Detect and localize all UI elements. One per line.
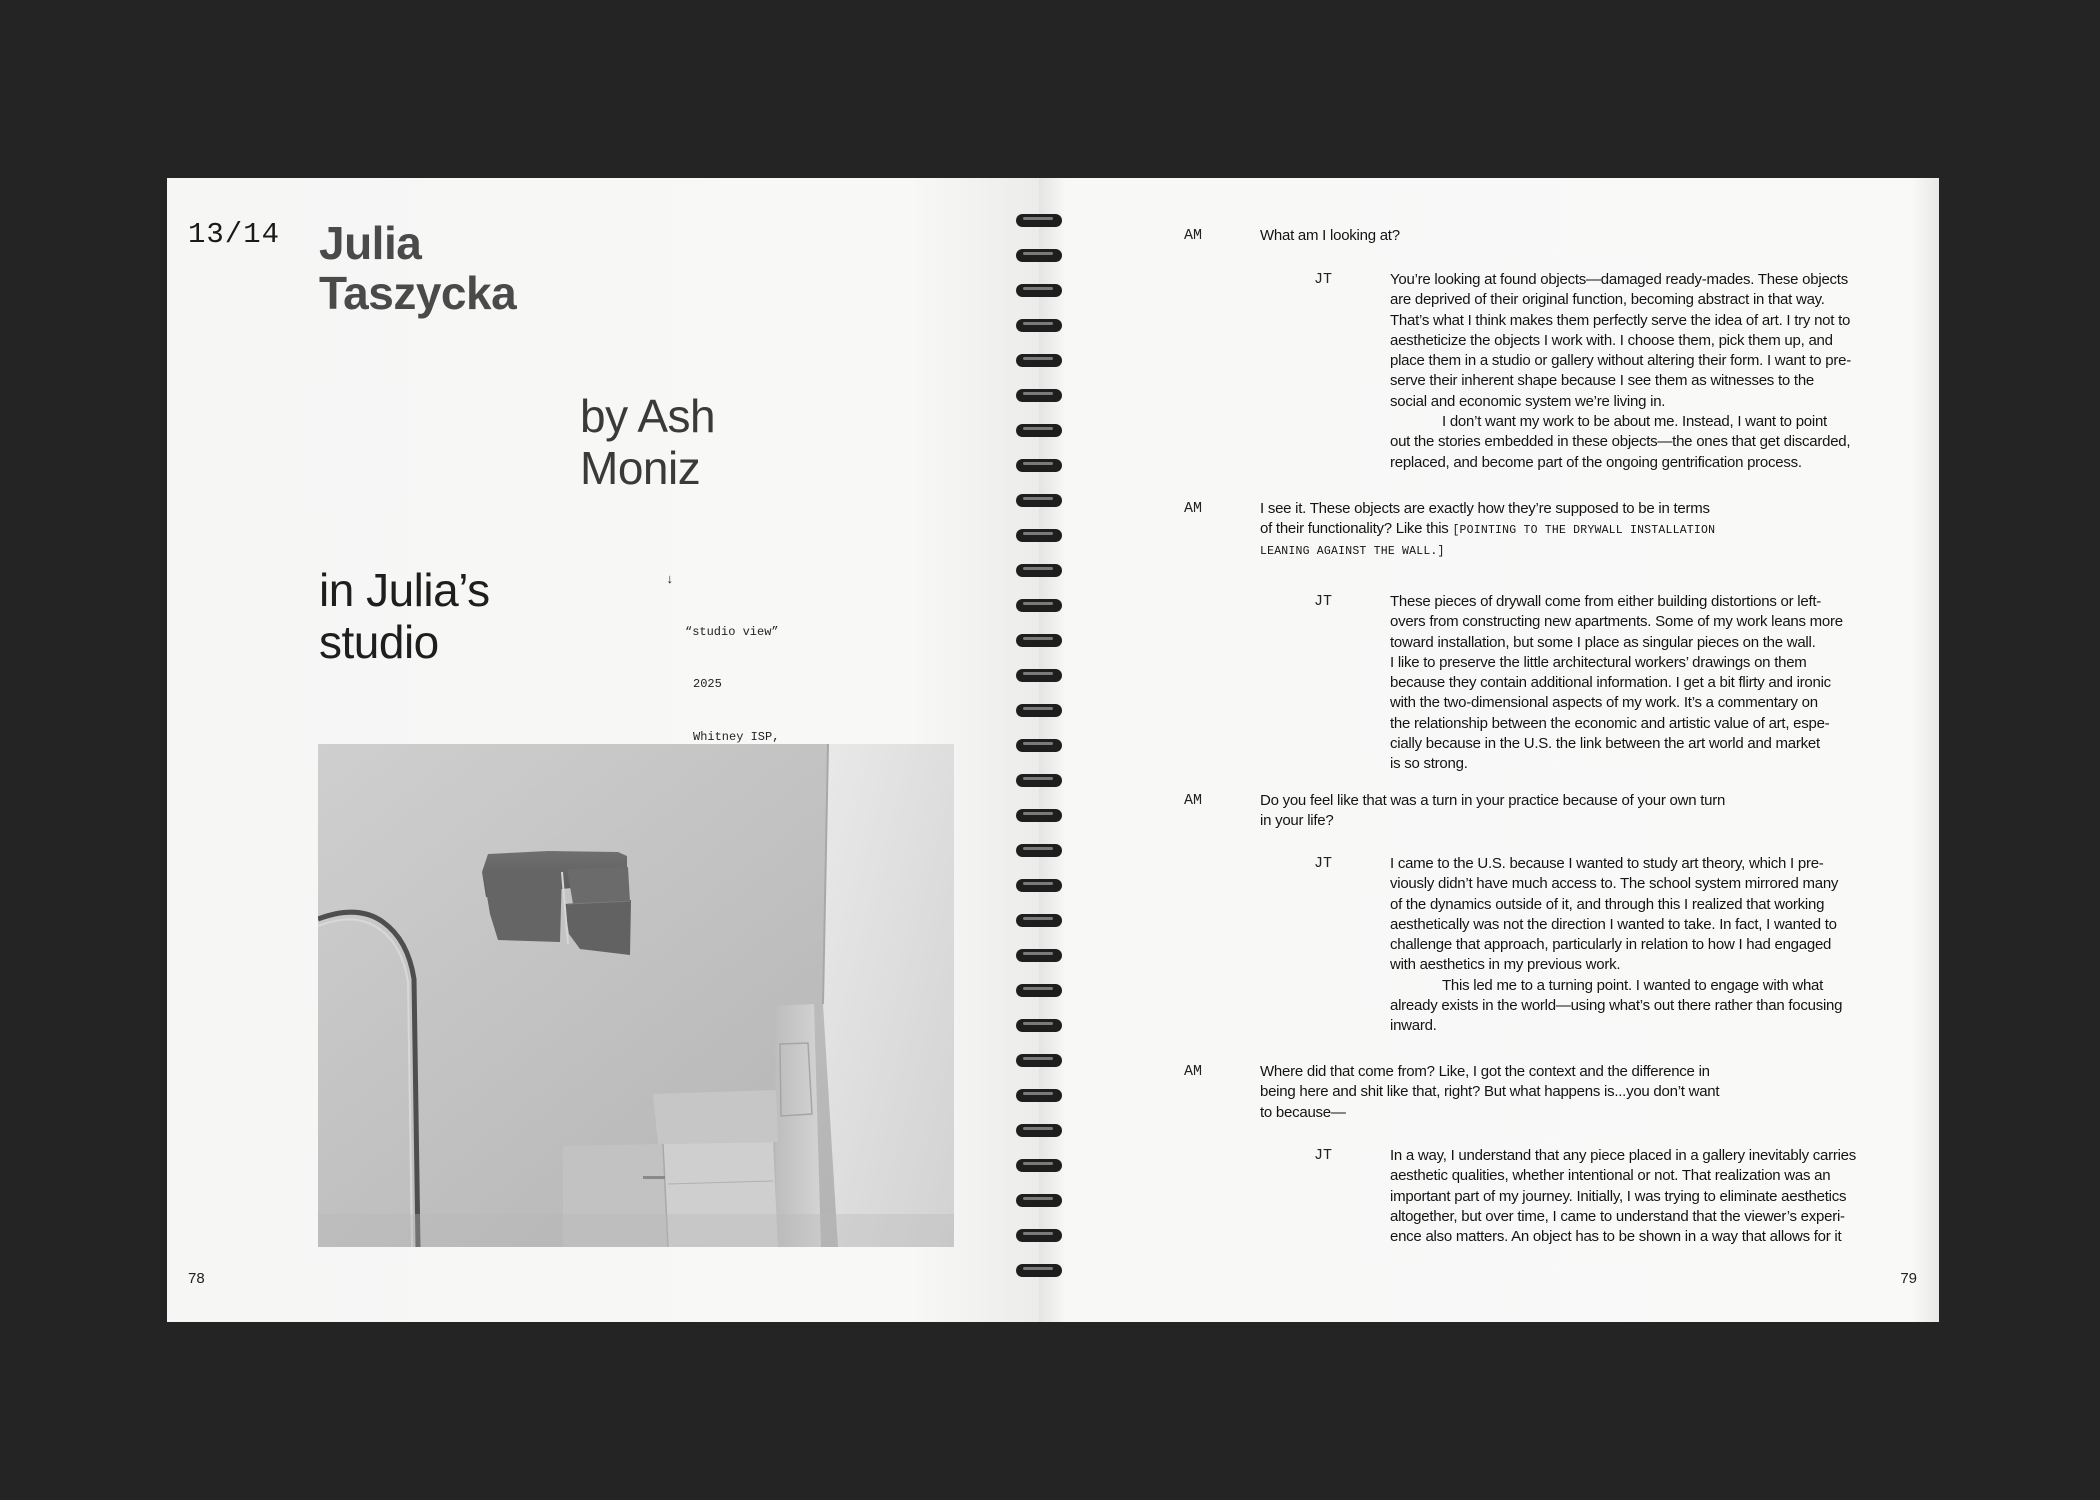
coil-loop (1016, 844, 1062, 857)
interview (1039, 178, 1939, 1322)
answer-text: I came to the U.S. because I wanted to study art theory, which I pre- viously didn’t have much access to. The school system mirrored many of the dynamics outside of it, and through this I realized that working aesthetically was not the direction I wanted to take. In fact, I wanted to challenge that approach, particularly in relation to how I had engaged with aesthetics in my previous work. This led me to a turning point. I wanted to engage with what already exists in the world—using what’s out there rather than focusing inward. (1390, 855, 1843, 1035)
answer-text: These pieces of drywall come from either building distortions or left- overs from constructing new apartments. Some of my work leans more toward installation, but some I place as singular pieces on the wall. I like to preserve the little architectural workers’ drawings on them because they contain additional information. I get a bit flirty and ironic with the two-dimensional aspects of my work. It’s a commentary on the relationship between the economic and artistic value of art, espe- cially because in the U.S. the link between the art world and market is so strong. (1390, 593, 1843, 773)
coil-loop (1016, 634, 1062, 647)
byline-line-2: Moniz (580, 442, 701, 494)
coil-loop (1016, 564, 1062, 577)
location-heading (319, 564, 490, 668)
speaker-label: JT (1314, 855, 1333, 872)
coil-loop (1016, 214, 1062, 227)
magazine-spread (167, 178, 1939, 1322)
coil-loop (1016, 739, 1062, 752)
coil-loop (1016, 1194, 1062, 1207)
studio-photo (318, 744, 954, 1247)
speaker-label: AM (1184, 1063, 1203, 1080)
artist-last-name: Taszycka (319, 267, 517, 319)
page-number-left: 78 (188, 1270, 205, 1287)
question-text: I see it. These objects are exactly how they’re supposed to be in terms of their functionality? Like this [POINTING TO THE DRYWALL INSTALLATION LEANING AGAINST THE WALL.] (1260, 499, 1820, 562)
coil-loop (1016, 774, 1062, 787)
artist-name (319, 218, 516, 318)
question-text: Where did that come from? Like, I got the context and the difference in being here and shit like that, right? But what happens is...you don’t want to because— (1260, 1063, 1720, 1121)
coil-loop (1016, 249, 1062, 262)
coil-loop (1016, 389, 1062, 402)
coil-loop (1016, 914, 1062, 927)
caption-venue: Whitney ISP, (693, 729, 780, 744)
coil-loop (1016, 284, 1062, 297)
issue-number: 13/14 (188, 218, 281, 251)
coil-loop (1016, 984, 1062, 997)
coil-loop (1016, 354, 1062, 367)
caption-title: “studio view” (685, 624, 779, 639)
byline-line-1: by Ash (580, 390, 716, 442)
location-line-2: studio (319, 616, 439, 668)
caption-year: 2025 (693, 677, 722, 691)
coil-loop (1016, 599, 1062, 612)
coil-loop (1016, 1054, 1062, 1067)
coil-loop (1016, 949, 1062, 962)
page-number-right: 79 (1900, 1270, 1917, 1287)
artist-first-name: Julia (319, 217, 422, 269)
speaker-label: JT (1314, 271, 1333, 288)
stage-direction: LEANING AGAINST THE WALL.] (1260, 544, 1445, 558)
question-text: What am I looking at? (1260, 227, 1400, 244)
byline (580, 390, 715, 494)
left-page (167, 178, 1039, 1322)
coil-loop (1016, 704, 1062, 717)
answer-text: You’re looking at found objects—damaged ready-mades. These objects are deprived of their original function, becoming abstract in that way. That’s what I think makes them perfectly serve the idea of art. I try not to aestheticize the objects I work with. I choose them, pick them up, and place them in a studio or gallery without altering their form. I want to pre- serve their inherent shape because I see them as witnesses to the social and economic system we’re living in. I don’t want my work to be about me. Instead, I want to point out the stories embedded in these objects—the ones that get discarded, replaced, and become part of the ongoing gentrification process. (1390, 271, 1851, 471)
coil-loop (1016, 1264, 1062, 1277)
coil-loop (1016, 459, 1062, 472)
coil-loop (1016, 1019, 1062, 1032)
speaker-label: JT (1314, 593, 1333, 610)
coil-loop (1016, 494, 1062, 507)
stage-direction: [POINTING TO THE DRYWALL INSTALLATION (1452, 524, 1716, 538)
speaker-label: AM (1184, 227, 1203, 244)
coil-loop (1016, 319, 1062, 332)
coil-loop (1016, 809, 1062, 822)
spiral-binding (1014, 206, 1066, 1296)
speaker-label: JT (1314, 1147, 1333, 1164)
right-page (1039, 178, 1939, 1322)
coil-loop (1016, 879, 1062, 892)
coil-loop (1016, 669, 1062, 682)
coil-loop (1016, 1229, 1062, 1242)
arrow-down-icon: ↓ (666, 572, 674, 587)
answer-text: In a way, I understand that any piece placed in a gallery inevitably carries aesthetic qualities, whether intentional or not. That realization was an important part of my journey. Initially, I was trying to eliminate aesthetics altogether, but over time, I came to understand that the viewer’s experi- ence also matters. An object has to be shown in a way that allows for it (1390, 1147, 1856, 1246)
coil-loop (1016, 1124, 1062, 1137)
speaker-label: AM (1184, 792, 1203, 809)
location-line-1: in Julia’s (319, 564, 490, 616)
coil-loop (1016, 1089, 1062, 1102)
question-text: Do you feel like that was a turn in your practice because of your own turn in your life? (1260, 792, 1726, 830)
coil-loop (1016, 424, 1062, 437)
coil-loop (1016, 529, 1062, 542)
speaker-label: AM (1184, 500, 1203, 517)
coil-loop (1016, 1159, 1062, 1172)
